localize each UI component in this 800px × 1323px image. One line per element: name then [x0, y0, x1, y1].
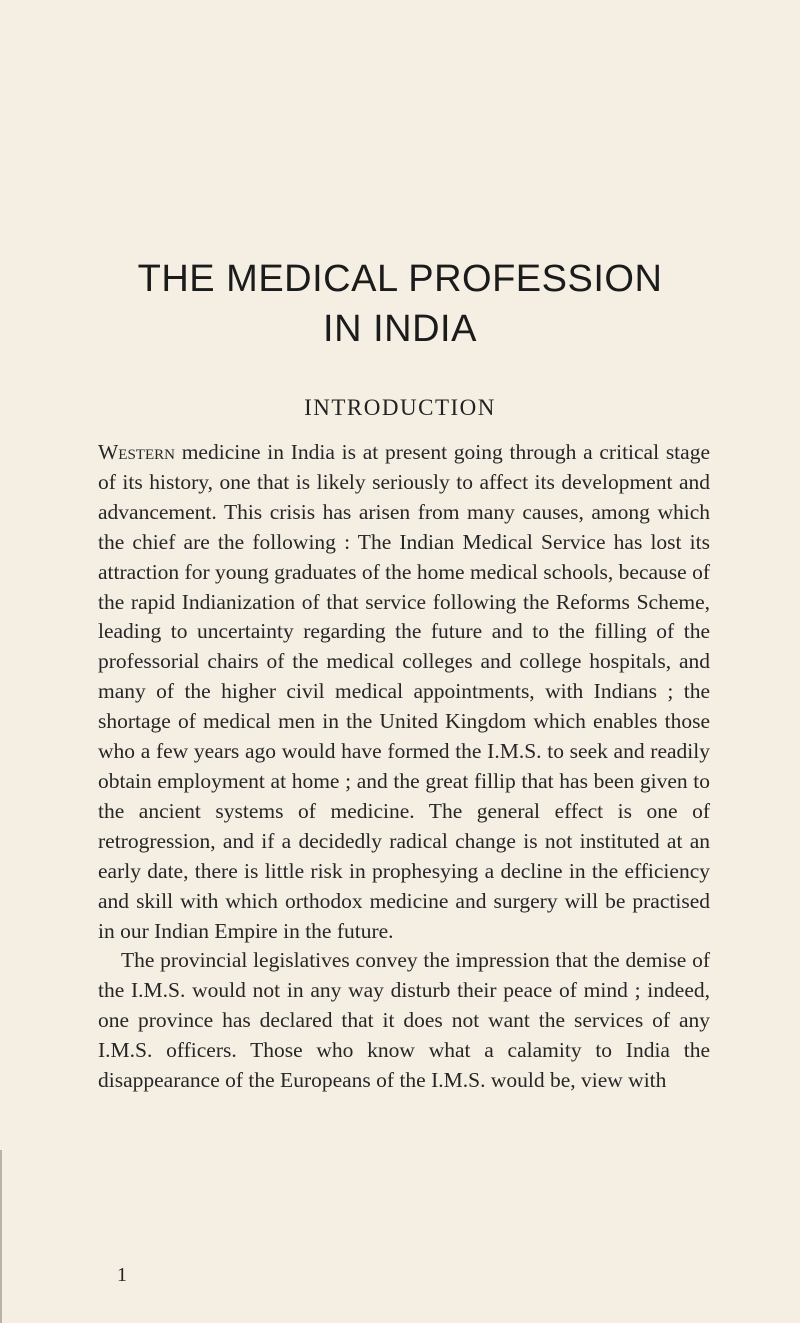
book-title-line-1: THE MEDICAL PROFESSION [137, 258, 663, 300]
page-edge-shadow [0, 1150, 2, 1323]
book-title-line-2: IN INDIA [323, 308, 477, 350]
paragraph-1-text: medicine in India is at present going through a critical stage of its history, one that is likely seriously to affect its development and advancement. This crisis has arisen from many causes, among which the chief are the following : The Indian Medical Service has lost its attraction for young graduates of the home medical schools, because of the rapid Indianization of that service following the Reforms Scheme, leading to uncertainty regarding the future and to the filling of the professorial chairs of the medical colleges and college hospitals, and many of the higher civil medical appointments, with Indians ; the shortage of medical men in the United Kingdom which enables those who a few years ago would have formed the I.M.S. to seek and readily obtain employment at home ; and the great fillip that has been given to the ancient systems of medicine. The general effect is one of retrogression, and if a decidedly radical change is not instituted at an early date, there is little risk in prophesying a decline in the efficiency and skill with which orthodox medicine and surgery will be practised in our Indian Empire in the future. [98, 440, 710, 943]
section-heading: INTRODUCTION [304, 395, 496, 420]
paragraph-2: The provincial legislatives convey the impression that the demise of the I.M.S. would not in any way disturb their peace of mind ; indeed, one province has declared that it does not want the services of any I.M.S. officers. Those who know what a calamity to India the disappearance of the Europeans of the I.M.S. would be, view with [98, 948, 710, 1093]
body-text [98, 438, 710, 1096]
page-number: 1 [117, 1264, 127, 1286]
paragraph-1-lead-word: Western [98, 440, 175, 464]
paragraph-1 [98, 438, 710, 946]
